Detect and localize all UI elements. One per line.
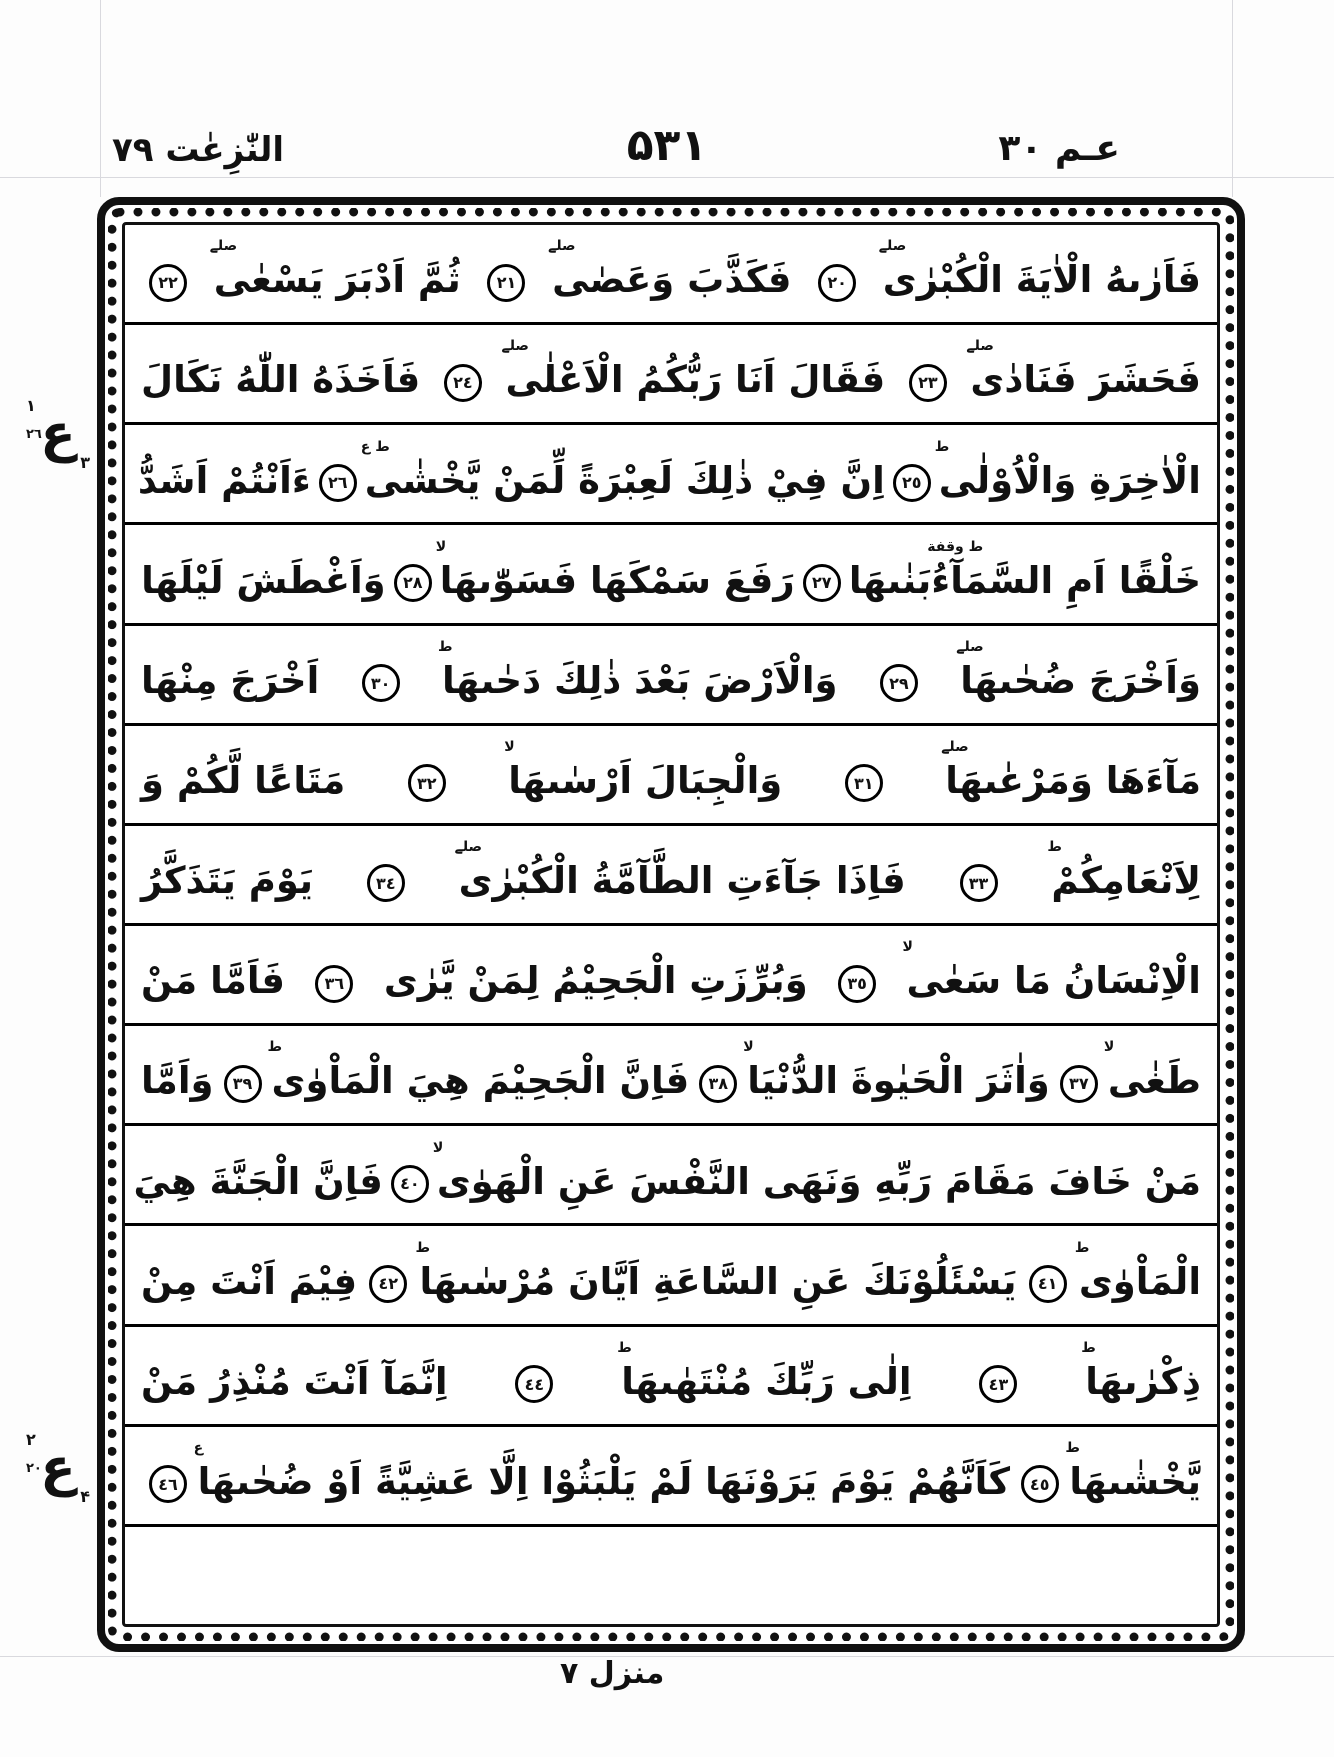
ayah-text: فَكَذَّبَ وَعَصٰى صلے bbox=[548, 238, 792, 302]
ayah-text: وَاَغْطَشَ لَيْلَهَا bbox=[141, 558, 386, 602]
quran-line bbox=[125, 1026, 1217, 1126]
ayah-text: اِنَّ فِيْ ذٰلِكَ لَعِبْرَةً لِّمَنْ يَّخْشٰى ط ع bbox=[360, 438, 885, 502]
verse-number-badge: ٢٩ bbox=[880, 664, 918, 702]
page-border-frame bbox=[97, 197, 1245, 1652]
pause-mark: ط وقفة bbox=[927, 538, 984, 555]
verse-number-badge: ٣٦ bbox=[315, 965, 353, 1003]
quran-line bbox=[125, 1327, 1217, 1427]
pause-mark: لا bbox=[1103, 1039, 1115, 1056]
pause-mark: ط bbox=[934, 438, 950, 455]
pause-mark: صلے bbox=[209, 238, 238, 255]
ayah-text: ثُمَّ اَدْبَرَ يَسْعٰى صلے bbox=[209, 238, 461, 302]
verse-number-badge: ٢١ bbox=[487, 264, 525, 302]
ayah-text: لِاَنْعَامِكُمْ ط bbox=[1047, 839, 1201, 903]
ayah-text: مَآءَهَا وَمَرْعٰىهَا صلے bbox=[941, 739, 1201, 802]
ayah-text: اَخْرَجَ مِنْهَا bbox=[141, 658, 320, 702]
ruku-marker-1 bbox=[26, 398, 90, 471]
ayah-text: يَوْمَ يَتَذَكَّرُ bbox=[141, 859, 313, 903]
pause-mark: صلے bbox=[956, 638, 984, 655]
verse-number-badge: ٢٣ bbox=[909, 364, 947, 402]
ruku-surah-count: ١ bbox=[26, 396, 36, 415]
ayah-text: الْمَاْوٰى ط bbox=[1074, 1239, 1201, 1303]
quran-line bbox=[125, 826, 1217, 926]
ayah-text: فَاَخَذَهُ اللّٰهُ نَكَالَ bbox=[141, 358, 421, 402]
page-header bbox=[0, 118, 1334, 188]
page-number: ۵۳۱ bbox=[626, 120, 708, 171]
ayah-text: فَاَرٰىهُ الْاٰيَةَ الْكُبْرٰى صلے bbox=[878, 238, 1201, 302]
juz-label: عـم ۳۰ bbox=[998, 128, 1120, 169]
ayah-text: فَقَالَ اَنَا رَبُّكُمُ الْاَعْلٰى صلے bbox=[501, 338, 886, 402]
quran-line bbox=[125, 726, 1217, 826]
ayah-text: كَاَنَّهُمْ يَوْمَ يَرَوْنَهَا لَمْ يَلْبَثُوْا اِلَّا عَشِيَّةً اَوْ ضُحٰىهَا ع bbox=[193, 1439, 1011, 1503]
verse-number-badge: ٢٥ bbox=[893, 464, 931, 502]
verse-number-badge: ٢٨ bbox=[394, 564, 432, 602]
pause-mark: لا bbox=[743, 1039, 754, 1056]
verse-number-badge: ٤١ bbox=[1029, 1265, 1067, 1303]
verse-number-badge: ٣٠ bbox=[362, 664, 400, 702]
verse-number-badge: ٣٩ bbox=[224, 1065, 262, 1103]
quran-line bbox=[125, 926, 1217, 1026]
pause-mark: ط bbox=[1081, 1339, 1096, 1356]
verse-number-badge: ٢٠ bbox=[818, 264, 856, 302]
pause-mark: ط bbox=[267, 1039, 283, 1056]
quran-line bbox=[125, 1527, 1217, 1624]
pause-mark: لا bbox=[902, 939, 913, 956]
surah-title: النّٰزِعٰت ۷۹ bbox=[112, 130, 285, 170]
ayah-text: وَاٰثَرَ الْحَيٰوةَ الدُّنْيَا لا bbox=[743, 1039, 1050, 1103]
ayah-text: خَلْقًا اَمِ السَّمَآءُ ط وقفة bbox=[927, 538, 1201, 602]
ain-ruku-icon: ع bbox=[40, 1438, 76, 1498]
pause-mark: لا bbox=[504, 739, 515, 755]
ruku-juz-count: ۴ bbox=[80, 1487, 90, 1507]
verse-number-badge: ٣٣ bbox=[960, 864, 998, 902]
ayah-text: وَاَخْرَجَ ضُحٰىهَا صلے bbox=[956, 638, 1201, 702]
ayah-text: ذِكْرٰىهَا ط bbox=[1081, 1339, 1201, 1403]
ayah-text: رَفَعَ سَمْكَهَا فَسَوّٰىهَا لا bbox=[435, 538, 795, 602]
pause-mark: صلے bbox=[501, 338, 529, 355]
pause-mark: ط ع bbox=[360, 438, 390, 455]
ayah-text: طَغٰى لا bbox=[1103, 1039, 1201, 1103]
ayah-text: اِلٰى رَبِّكَ مُنْتَهٰىهَا ط bbox=[617, 1339, 912, 1403]
ain-ruku-icon: ع bbox=[40, 404, 76, 464]
verse-number-badge: ٤٦ bbox=[149, 1465, 187, 1503]
verse-number-badge: ٣٨ bbox=[699, 1065, 737, 1103]
ayah-text: مَنْ خَافَ مَقَامَ رَبِّهِ وَنَهَى النَّفْسَ عَنِ الْهَوٰى لا bbox=[432, 1139, 1201, 1203]
verse-number-badge: ٢٤ bbox=[444, 364, 482, 402]
ayah-text: فَاَمَّا مَنْ bbox=[141, 959, 286, 1003]
pause-mark: صلے bbox=[966, 338, 994, 355]
ayah-text: يَّخْشٰىهَا ط bbox=[1065, 1439, 1201, 1503]
verse-number-badge: ٢٦ bbox=[319, 464, 357, 502]
pause-mark: ط bbox=[617, 1339, 632, 1356]
pause-mark: صلے bbox=[548, 238, 576, 255]
ayah-text: الْاِنْسَانُ مَا سَعٰى لا bbox=[902, 939, 1201, 1003]
verse-number-badge: ٤٣ bbox=[979, 1365, 1017, 1403]
pause-mark: صلے bbox=[878, 238, 907, 255]
verse-number-badge: ٢٢ bbox=[149, 264, 187, 302]
verse-number-badge: ٣٢ bbox=[408, 764, 446, 802]
quran-line bbox=[125, 425, 1217, 525]
ayah-text: الْاٰخِرَةِ وَالْاُوْلٰى ط bbox=[934, 438, 1201, 502]
verse-number-badge: ٤٢ bbox=[369, 1265, 407, 1303]
ayah-text: ءَاَنْتُمْ اَشَدُّ bbox=[137, 458, 311, 502]
ayah-text: اِنَّمَآ اَنْتَ مُنْذِرُ مَنْ bbox=[141, 1359, 448, 1403]
verse-number-badge: ٤٤ bbox=[515, 1365, 553, 1403]
pause-mark: لا bbox=[435, 538, 447, 555]
ruku-marker-2 bbox=[26, 1432, 90, 1505]
verse-number-badge: ٢٧ bbox=[803, 564, 841, 602]
pause-mark: صلے bbox=[941, 739, 969, 755]
ayah-text: مَتَاعًا لَّكُمْ وَ bbox=[141, 759, 346, 802]
verse-number-badge: ٤٠ bbox=[391, 1165, 429, 1203]
pause-mark: ط bbox=[1065, 1439, 1080, 1456]
pause-mark: ط bbox=[1074, 1239, 1090, 1256]
ayah-text: وَاَمَّا bbox=[141, 1059, 214, 1103]
pause-mark: لا bbox=[432, 1139, 444, 1156]
ayah-text: فَحَشَرَ فَنَادٰى صلے bbox=[966, 338, 1201, 402]
manzil-label: منزل ۷ bbox=[560, 1656, 665, 1691]
quran-line bbox=[125, 525, 1217, 625]
verse-number-badge: ٣٧ bbox=[1060, 1065, 1098, 1103]
ruku-ayah-count: ٢٠ bbox=[26, 1461, 42, 1476]
pause-mark: صلے bbox=[454, 839, 483, 856]
inner-border bbox=[122, 222, 1220, 1627]
quran-line bbox=[125, 1226, 1217, 1326]
ruku-surah-count: ٢ bbox=[26, 1430, 36, 1449]
quran-text-area bbox=[125, 225, 1217, 1624]
verse-number-badge: ٣٥ bbox=[838, 965, 876, 1003]
ruku-juz-count: ٣ bbox=[80, 453, 90, 473]
guide-line-bottom bbox=[0, 1656, 1334, 1657]
pause-mark: ع bbox=[193, 1439, 204, 1456]
verse-number-badge: ٣٤ bbox=[367, 864, 405, 902]
pause-mark: ط bbox=[415, 1239, 430, 1256]
ayah-text: يَسْئَلُوْنَكَ عَنِ السَّاعَةِ اَيَّانَ مُرْسٰىهَا ط bbox=[415, 1239, 1017, 1303]
ayah-text: بَنٰىهَا bbox=[848, 558, 932, 602]
ayah-text: وَالْاَرْضَ بَعْدَ ذٰلِكَ دَحٰىهَا ط bbox=[438, 638, 838, 702]
ayah-text: فَاِذَا جَآءَتِ الطَّآمَّةُ الْكُبْرٰى صلے bbox=[454, 839, 906, 903]
ayah-text: وَبُرِّزَتِ الْجَحِيْمُ لِمَنْ يَّرٰى bbox=[383, 959, 808, 1003]
verse-number-badge: ٣١ bbox=[845, 764, 883, 802]
quran-line bbox=[125, 325, 1217, 425]
quran-line bbox=[125, 225, 1217, 325]
ayah-text: فَاِنَّ الْجَحِيْمَ هِيَ الْمَاْوٰى ط bbox=[267, 1039, 690, 1103]
ayah-text: وَالْجِبَالَ اَرْسٰىهَا لا bbox=[504, 739, 783, 802]
quran-line bbox=[125, 1427, 1217, 1527]
ayah-text: فَاِنَّ الْجَنَّةَ هِيَ bbox=[133, 1159, 383, 1203]
ayah-text: فِيْمَ اَنْتَ مِنْ bbox=[141, 1259, 358, 1303]
quran-line bbox=[125, 626, 1217, 726]
verse-number-badge: ٤٥ bbox=[1021, 1465, 1059, 1503]
ruku-ayah-count: ٢٦ bbox=[26, 427, 42, 442]
pause-mark: ط bbox=[1047, 839, 1062, 856]
pause-mark: ط bbox=[438, 638, 453, 655]
quran-line bbox=[125, 1126, 1217, 1226]
